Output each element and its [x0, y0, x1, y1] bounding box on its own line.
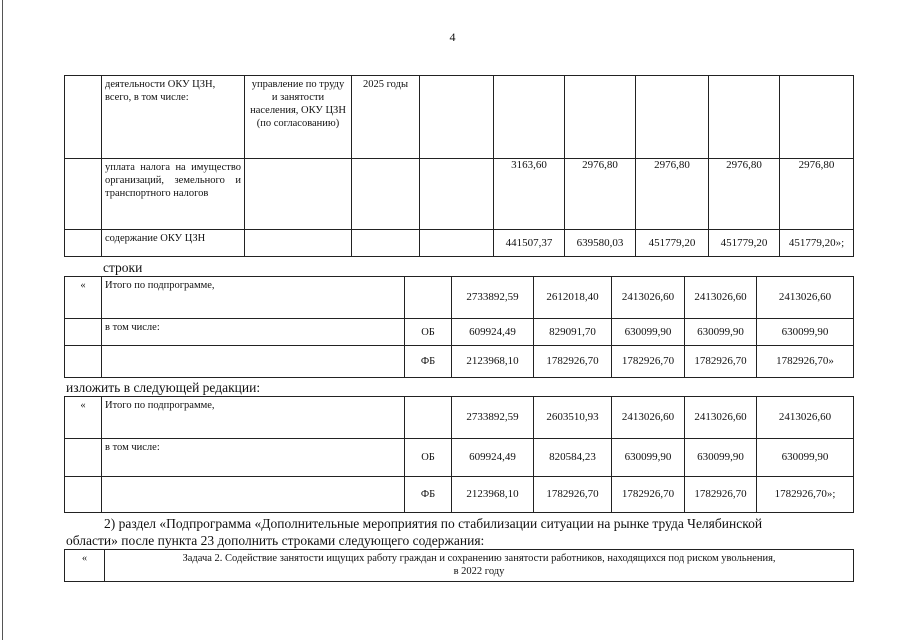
empty-cell [65, 230, 102, 257]
value-cell: 2413026,60 [757, 277, 854, 319]
value-cell: 2123968,10 [452, 346, 534, 378]
row-label [102, 477, 405, 513]
paragraph-line-1: 2) раздел «Подпрограмма «Дополнительные мероприятия по стабилизации ситуации на рынке труда Челябинской [104, 516, 763, 531]
value-cell: 451779,20 [709, 230, 780, 257]
value-cell: 2123968,10 [452, 477, 534, 513]
row-label: Итого по подпрограмме, [102, 397, 405, 439]
empty-cell [65, 346, 102, 378]
executor-cell [245, 230, 352, 257]
table-row [65, 159, 854, 230]
value-cell: 1782926,70 [534, 477, 612, 513]
text-izlozhit: изложить в следующей редакции: [66, 380, 261, 395]
subprogram-total-new [64, 396, 854, 513]
value-cell: 1782926,70 [612, 477, 685, 513]
value-cell: 2976,80 [565, 159, 636, 230]
value-cell: 2413026,60 [757, 397, 854, 439]
value-cell: 2733892,59 [452, 397, 534, 439]
table-row [65, 397, 854, 439]
period-cell: 2025 годы [352, 76, 420, 159]
table-row [65, 550, 854, 582]
task-cell [105, 550, 854, 582]
paragraph-line-2: области» после пункта 23 дополнить строками следующего содержания: [66, 533, 485, 548]
row-label: Итого по подпрограмме, [102, 277, 405, 319]
executor-cell: управление по труду и занятости населения, ОКУ ЦЗН (по согласованию) [245, 76, 352, 159]
value-cell: 451779,20»; [780, 230, 854, 257]
value-cell: 451779,20 [636, 230, 709, 257]
task-line-1: Задача 2. Содействие занятости ищущих работу граждан и сохранению занятости работников, находящихся под риском увольнения, [182, 553, 776, 564]
table-row [65, 76, 854, 159]
source-cell [405, 277, 452, 319]
value-cell: 2612018,40 [534, 277, 612, 319]
period-cell [352, 230, 420, 257]
page-number: 4 [449, 30, 456, 44]
value-cell [565, 76, 636, 159]
table-row [65, 319, 854, 346]
empty-cell [65, 439, 102, 477]
value-cell: 1782926,70 [685, 346, 757, 378]
quote-mark: « [65, 277, 102, 319]
row-name: уплата налога на имущество организаций, земельного и транспортного налогов [102, 159, 245, 230]
row-name: содержание ОКУ ЦЗН [102, 230, 245, 257]
source-cell [420, 159, 494, 230]
value-cell [780, 76, 854, 159]
value-cell [494, 76, 565, 159]
row-label [102, 346, 405, 378]
value-cell [636, 76, 709, 159]
program-table-top [64, 75, 854, 257]
value-cell: 630099,90 [685, 439, 757, 477]
empty-cell [65, 319, 102, 346]
value-cell: 2413026,60 [612, 277, 685, 319]
value-cell: 2976,80 [709, 159, 780, 230]
subprogram-total-old [64, 276, 854, 378]
value-cell: 2976,80 [780, 159, 854, 230]
value-cell: 630099,90 [757, 319, 854, 346]
value-cell: 1782926,70»; [757, 477, 854, 513]
value-cell: 2413026,60 [685, 277, 757, 319]
row-label: в том числе: [102, 319, 405, 346]
value-cell: 2733892,59 [452, 277, 534, 319]
value-cell: 630099,90 [685, 319, 757, 346]
value-cell: 1782926,70 [534, 346, 612, 378]
value-cell: 639580,03 [565, 230, 636, 257]
value-cell: 609924,49 [452, 439, 534, 477]
value-cell: 1782926,70» [757, 346, 854, 378]
quote-mark: « [65, 397, 102, 439]
value-cell: 2976,80 [636, 159, 709, 230]
text-stroki: строки [103, 260, 143, 275]
value-cell [709, 76, 780, 159]
empty-cell [65, 76, 102, 159]
table-row [65, 277, 854, 319]
value-cell: 1782926,70 [612, 346, 685, 378]
table-row [65, 230, 854, 257]
value-cell: 2413026,60 [685, 397, 757, 439]
page-edge-line [2, 0, 3, 640]
value-cell: 441507,37 [494, 230, 565, 257]
table-row [65, 346, 854, 378]
value-cell: 630099,90 [757, 439, 854, 477]
value-cell: 630099,90 [612, 319, 685, 346]
source-cell: ФБ [405, 477, 452, 513]
value-cell: 829091,70 [534, 319, 612, 346]
value-cell: 609924,49 [452, 319, 534, 346]
value-cell: 2413026,60 [612, 397, 685, 439]
row-label: в том числе: [102, 439, 405, 477]
source-cell [420, 230, 494, 257]
source-cell [420, 76, 494, 159]
empty-cell [65, 477, 102, 513]
executor-cell [245, 159, 352, 230]
table-row [65, 477, 854, 513]
source-cell: ОБ [405, 439, 452, 477]
value-cell: 820584,23 [534, 439, 612, 477]
table-row [65, 439, 854, 477]
source-cell: ФБ [405, 346, 452, 378]
empty-cell [65, 159, 102, 230]
quote-mark: « [65, 550, 105, 582]
period-cell [352, 159, 420, 230]
value-cell: 2603510,93 [534, 397, 612, 439]
row-name: деятельности ОКУ ЦЗН, всего, в том числе: [102, 76, 245, 159]
value-cell: 1782926,70 [685, 477, 757, 513]
task-table [64, 549, 854, 582]
value-cell: 3163,60 [494, 159, 565, 230]
task-line-2: в 2022 году [453, 566, 505, 577]
value-cell: 630099,90 [612, 439, 685, 477]
source-cell [405, 397, 452, 439]
source-cell: ОБ [405, 319, 452, 346]
